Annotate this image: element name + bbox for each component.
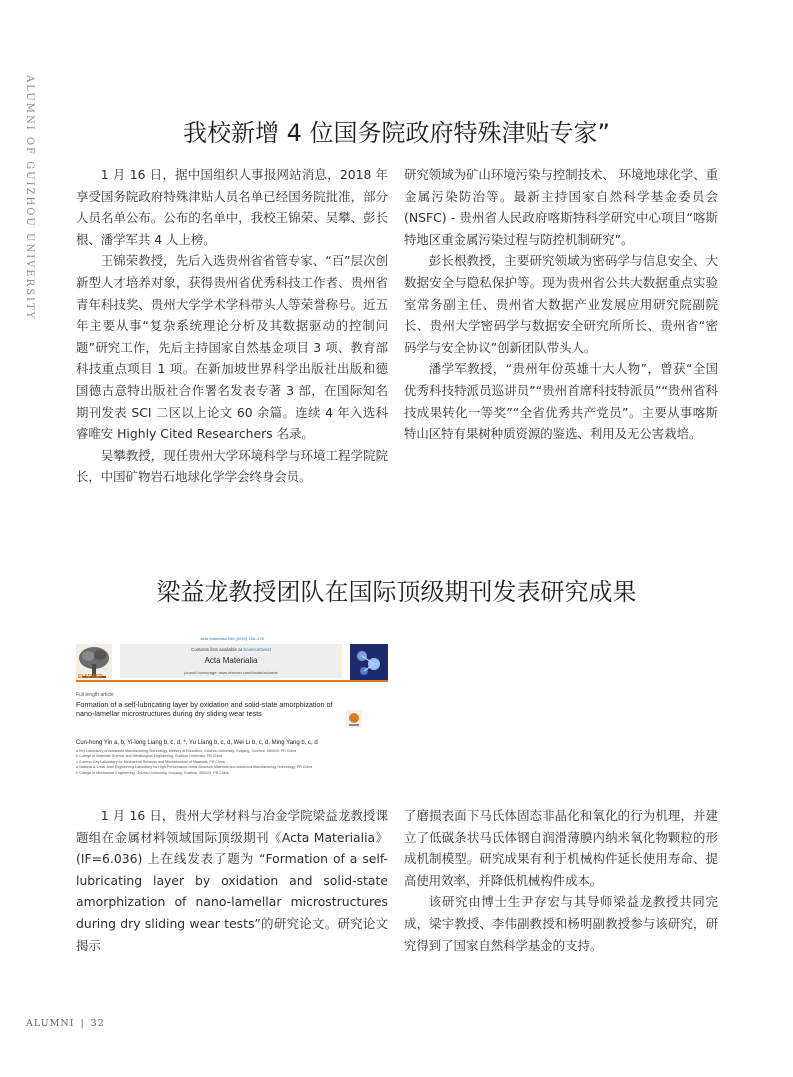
page-footer xyxy=(26,1018,105,1029)
journal-article-image xyxy=(76,636,388,786)
paragraph: 王锦荣教授，先后入选贵州省省管专家、“百”层次创新型人才培养对象，获得贵州省优秀科技工作者、贵州省青年科技奖、贵州大学学术学科带头人等荣誉称号。近五年主要从事“复杂系统理论分析及其数据驱动的控制问题”研究工作，先后主持国家自然基金项目 3 项、教育部科技重点项目 1 项。在新加坡世界科学出版社出版和德国德古意特出版社合作署名发表专著 3 部，在国际知名期刊发表 SCI 二区以上论文 60 余篇。连续 4 年入选科睿唯安 Highly Cited Researchers 名录。 xyxy=(76,253,388,442)
affiliation-line: b College of Materials Science and Metallurgical Engineering, Guizhou University, PR China xyxy=(76,754,223,759)
affiliation-line: c Guizhou Key Laboratory for Mechanical Behavior and Microstructure of Materials, PR China xyxy=(76,759,225,764)
paragraph: 1 月 16 日，据中国组织人事报网站消息，2018 年享受国务院政府特殊津贴人员名单已经国务院批准，部分人员名单公布。公布的名单中，我校王锦荣、吴攀、彭长根、潘学军共 4 人上榜。 xyxy=(76,167,388,247)
article2-title: 梁益龙教授团队在国际顶级期刊发表研究成果 xyxy=(156,578,637,606)
journal-banner xyxy=(120,644,342,678)
paragraph-continuation: 研究领域为矿山环境污染与控制技术、 环境地球化学、重金属污染防治等。最新主持国家自然科学基金委员会 (NSFC) - 贵州省人民政府喀斯特科学研究中心项目“喀斯特地区重金属污染过程与防控机制研究”。 xyxy=(404,167,718,247)
paragraph-continuation: 了磨损表面下马氏体固态非晶化和氧化的行为机理，并建立了低碳条状马氏体钢自润滑薄膜内纳米氧化物颗粒的形成机制模型。研究成果有利于机械构件延长使用寿命、提高使用效率，并降低机械构件成本。 xyxy=(404,808,718,888)
side-label: ALUMNI OF GUIZHOU UNIVERSITY xyxy=(24,75,35,321)
journal-homepage: journal homepage: www.elsevier.com/locate/actamat xyxy=(184,670,278,675)
journal-header xyxy=(76,644,388,682)
publisher-name: ELSEVIER xyxy=(78,674,103,680)
paper-title: Formation of a self-lubricating layer by oxidation and solid-state amorphization of nano-lamellar microstructures during dry sliding wear tests xyxy=(76,700,333,718)
check-for-updates-icon xyxy=(346,710,362,728)
paragraph: 彭长根教授，主要研究领域为密码学与信息安全、大数据安全与隐私保护等。现为贵州省公共大数据重点实验室常务副主任、贵州省大数据产业发展应用研究院副院长、贵州大学密码学与数据安全研究所所长、贵州省“密码学与安全协议”创新团队带头人。 xyxy=(404,253,718,355)
affiliation-line: e College of Mechanical Engineering, Guizhou University, Guiyang, Guizhou, 550025, PR China xyxy=(76,770,229,775)
affiliation-line: d National & Local Joint Engineering Laboratory for High-Performance Metal Structure Materials and Advanced Manufacturing Technology, PR China xyxy=(76,765,313,770)
sciencedirect-link[interactable]: ScienceDirect xyxy=(243,647,272,652)
footer-separator: | xyxy=(80,1018,85,1029)
author-list: Cun-hong Yin a, b, Yi-long Liang b, c, d, *, Yu Liang b, c, d, Wei Li b, c, d, Ming Yang b, c, d xyxy=(76,740,318,746)
paragraph: 吴攀教授，现任贵州大学环境科学与环境工程学院院长，中国矿物岩石地球化学学会终身会员。 xyxy=(76,447,388,485)
article2-right-column xyxy=(404,805,718,956)
paragraph: 潘学军教授，“贵州年份英雄十大人物”，曾获“全国优秀科技特派员巡讲员”“贵州首席科技特派员”“贵州省科技成果转化一等奖”“全省优秀共产党员”。主要从事喀斯特山区特有果树种质资源的鉴选、利用及无公害栽培。 xyxy=(404,361,718,442)
article2-left-column xyxy=(76,805,388,956)
article1-right-column xyxy=(404,164,718,445)
journal-name: Acta Materialia xyxy=(204,656,258,665)
article1-title: 我校新增 4 位国务院政府特殊津贴专家” xyxy=(183,119,610,147)
contents-line: Contents lists available at ScienceDirect xyxy=(190,647,272,652)
article-type: Full length article xyxy=(76,692,114,698)
affiliation-line: a Key Laboratory of Advanced Manufacturing Technology, Ministry of Education, Guizhou University, Guiyang, Guizhou, 550025, PR China xyxy=(76,749,297,753)
page-number: 32 xyxy=(90,1018,105,1029)
paragraph: 1 月 16 日，贵州大学材料与冶金学院梁益龙教授课题组在金属材料领域国际顶级期刊《Acta Materialia》(IF=6.036) 上在线发表了题为 “Formation of a self-lubricating layer by oxidation and solid-state amorphization of nano-lamellar microstructures during dry sliding wear tests”的研究论文。研究论文揭示 xyxy=(76,808,388,953)
affiliations xyxy=(76,749,388,776)
journal-reference: Acta Materialia 166 (2019) 168–178 xyxy=(200,636,264,641)
article1-left-column xyxy=(76,164,388,488)
footer-section: ALUMNI xyxy=(26,1018,75,1029)
journal-cover-icon xyxy=(350,644,388,680)
paragraph: 该研究由博士生尹存宏与其导师梁益龙教授共同完成，梁宇教授、李伟副教授和杨明副教授参与该研究，研究得到了国家自然科学基金的支持。 xyxy=(404,894,718,953)
